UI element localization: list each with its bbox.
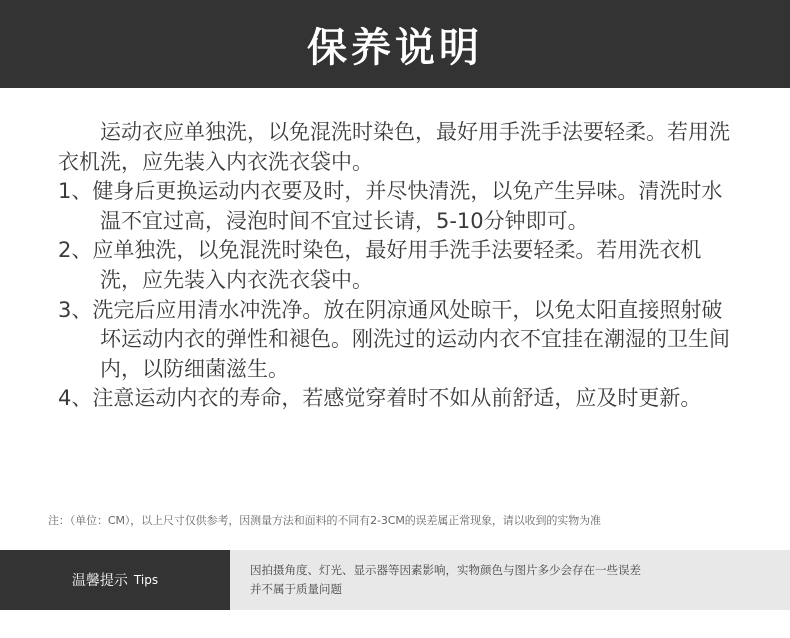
tips-text [230,550,790,610]
page-title: 保养说明 [307,24,483,71]
tips-line-2: 并不属于质量问题 [250,582,342,596]
intro-paragraph: 运动衣应单独洗，以免混洗时染色，最好用手洗手法要轻柔。若用洗衣机洗，应先装入内衣洗衣袋中。 [58,120,730,174]
size-note: 注：（单位：CM），以上尺寸仅供参考，因测量方法和面料的不同有2-3CM的误差属正常现象，请以收到的实物为准 [48,514,601,527]
tips-label-en: Tips [133,573,159,587]
tips-line-1: 因拍摄角度、灯光、显示器等因素影响，实物颜色与图片多少会存在一些误差 [250,563,641,577]
tips-bar [0,550,790,610]
instruction-item-1: 1、健身后更换运动内衣要及时，并尽快清洗，以免产生异味。清洗时水温不宜过高，浸泡时间不宜过长请，5-10分钟即可。 [58,179,723,233]
instruction-item-3: 3、洗完后应用清水冲洗净。放在阴凉通风处晾干，以免太阳直接照射破坏运动内衣的弹性和褪色。刚洗过的运动内衣不宜挂在潮湿的卫生间内，以防细菌滋生。 [58,297,730,381]
header-bar [0,0,790,88]
instruction-item-2: 2、应单独洗，以免混洗时染色，最好用手洗手法要轻柔。若用洗衣机洗，应先装入内衣洗衣袋中。 [58,238,702,292]
tips-label-cn: 温馨提示 [71,573,128,589]
instruction-item-4: 4、注意运动内衣的寿命，若感觉穿着时不如从前舒适，应及时更新。 [58,386,702,411]
tips-label [0,550,230,610]
care-instructions [58,118,738,414]
